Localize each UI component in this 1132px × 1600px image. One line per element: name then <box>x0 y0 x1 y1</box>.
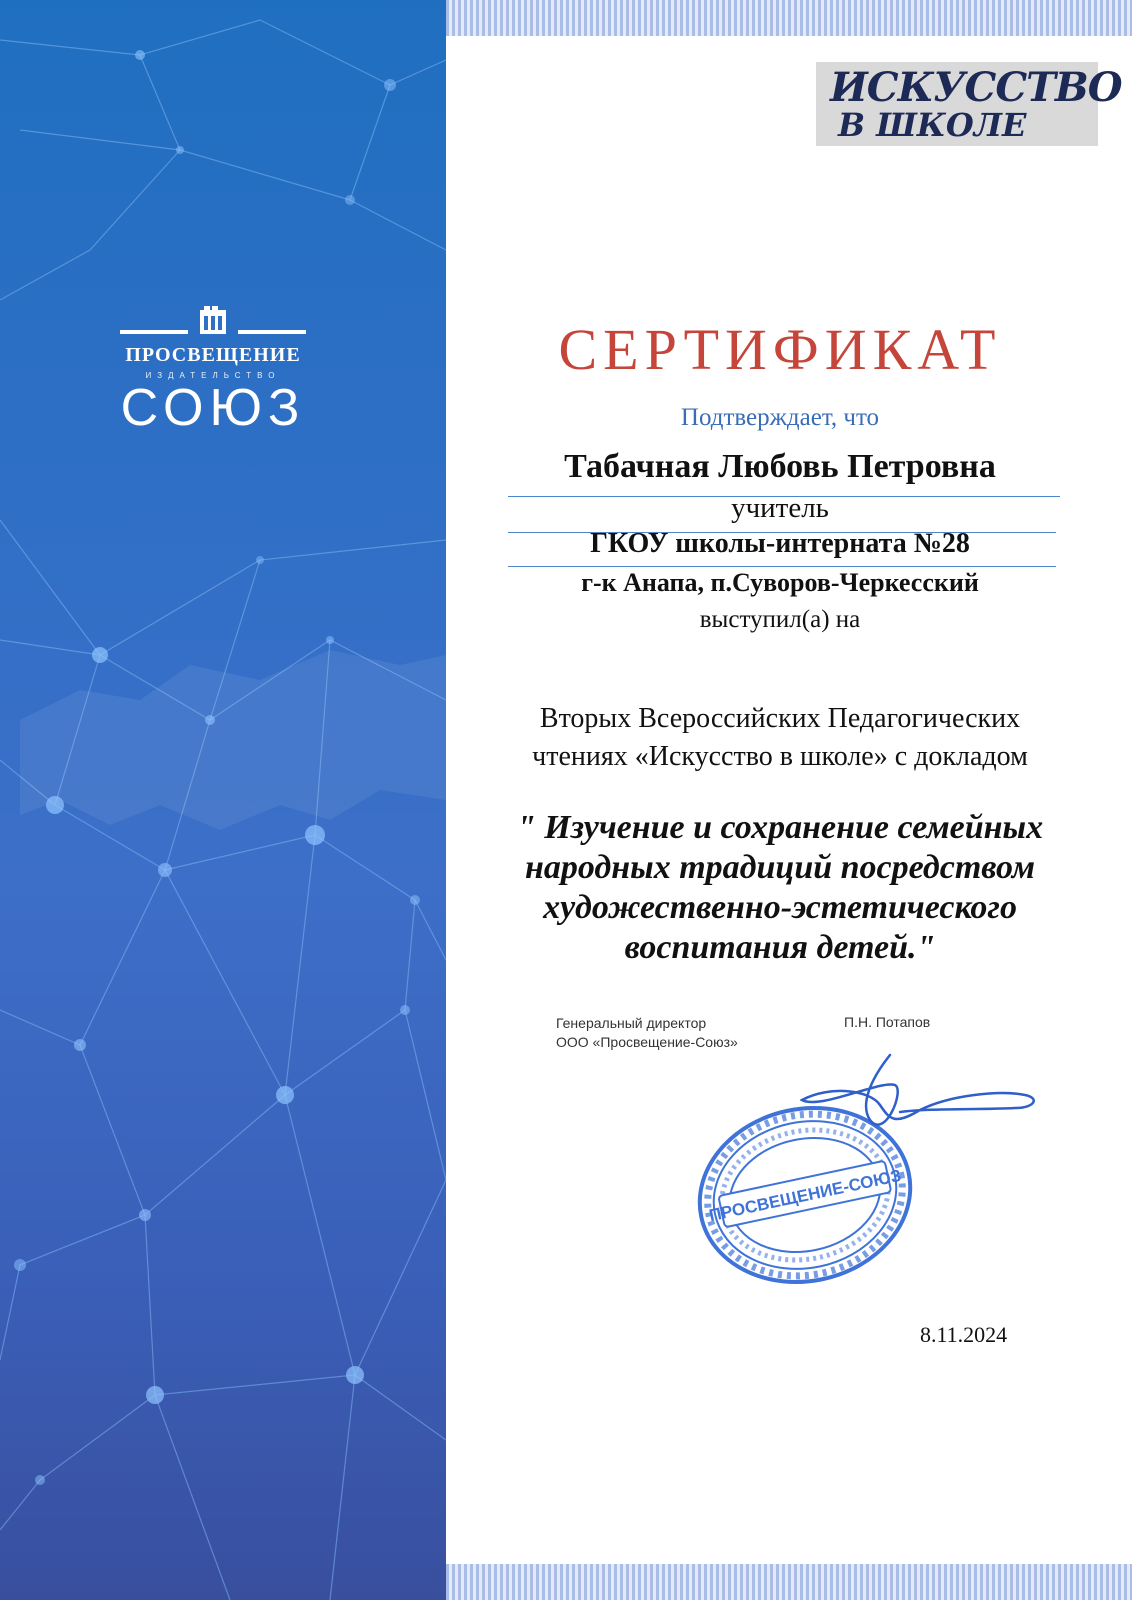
performed-text: выступил(а) на <box>699 606 861 633</box>
confirms-text: Подтверждает, что <box>680 404 880 431</box>
signer-position-line2: ООО «Просвещение-Союз» <box>556 1034 738 1050</box>
divider-3 <box>508 566 1056 567</box>
director-signature <box>800 1050 1050 1160</box>
certificate-title: СЕРТИФИКАТ <box>558 317 1002 382</box>
report-line-1: " Изучение и сохранение семейных <box>516 809 1044 846</box>
person-role: учитель <box>731 492 829 524</box>
publisher-mark-icon <box>198 304 228 334</box>
report-line-4: воспитания детей." <box>624 929 936 966</box>
event-line-2: чтениях «Искусство в школе» с докладом <box>532 741 1028 772</box>
school-name: ГКОУ школы-интерната №28 <box>590 528 970 559</box>
bottom-stripe-bar <box>446 1564 1132 1600</box>
report-title <box>460 808 1100 968</box>
school-city: г-к Анапа, п.Суворов-Черкесский <box>581 568 979 597</box>
magazine-logo <box>816 62 1122 146</box>
event-line-1: Вторых Всероссийских Педагогических <box>539 703 1021 734</box>
top-stripe-bar <box>446 0 1132 36</box>
certificate-date: 8.11.2024 <box>920 1322 1008 1347</box>
network-pattern <box>0 0 446 1600</box>
publisher-logo <box>118 300 308 438</box>
publisher-brand: ПРОСВЕЩЕНИЕ <box>125 344 301 366</box>
magazine-logo-line2: В ШКОЛЕ <box>838 106 1027 144</box>
event-description <box>460 700 1100 776</box>
signer-position-line1: Генеральный директор <box>556 1015 707 1031</box>
publisher-subtitle: ИЗДАТЕЛЬСТВО <box>145 371 281 380</box>
left-decor-panel <box>0 0 446 1600</box>
logo-line-left <box>120 330 188 334</box>
report-line-3: художественно-эстетического <box>543 889 1017 926</box>
signer-position <box>556 1014 738 1052</box>
person-name: Табачная Любовь Петровна <box>564 448 996 485</box>
publisher-union: СОЮЗ <box>120 379 306 437</box>
magazine-logo-line1: ИСКУССТВО <box>830 64 1122 111</box>
stamp-center-text: ПРОСВЕЩЕНИЕ-СОЮЗ <box>707 1165 903 1226</box>
logo-line-right <box>238 330 306 334</box>
report-line-2: народных традиций посредством <box>524 849 1036 886</box>
signer-name: П.Н. Потапов <box>844 1014 931 1030</box>
